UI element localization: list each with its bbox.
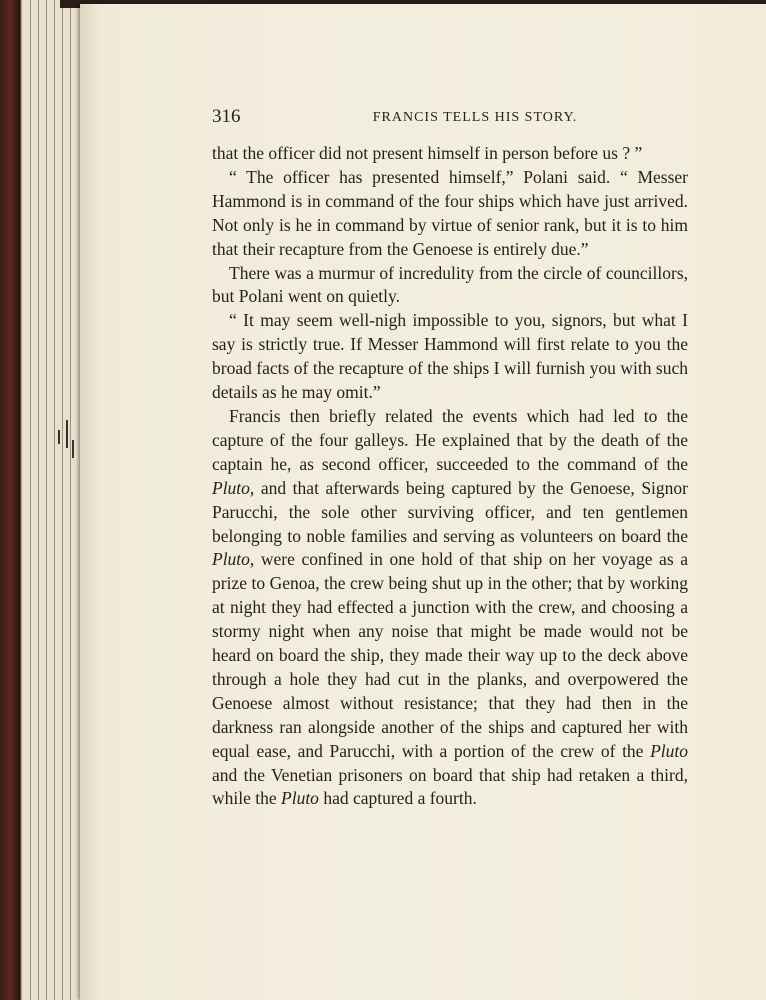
paragraph — [212, 309, 688, 405]
text-run: “ It may seem well-nigh impossible to you, signors, but what I say is strictly true. If Messer Hammond will first relate to you the broad facts of the recapture of the ships I will furnish you with such details as he may omit.” — [212, 310, 688, 403]
page-number: 316 — [212, 106, 241, 127]
text-run: had captured a fourth. — [318, 788, 477, 809]
page-edge — [39, 0, 47, 1000]
page-edge — [22, 0, 31, 1000]
text-run: There was a murmur of incredulity from the circle of councillors, but Polani went on quietly. — [212, 262, 688, 307]
running-head — [212, 106, 690, 132]
text-run: Francis then briefly related the events which had led to the capture of the four galleys. He explained that by the death of the captain he, as second officer, succeeded to the command of the — [212, 405, 688, 474]
page-edge-mark — [58, 430, 60, 444]
ship-name: Pluto — [212, 477, 250, 498]
ship-name: Pluto — [212, 549, 250, 570]
text-run: and the Venetian prisoners on board that ship had retaken a third, while the — [212, 764, 688, 809]
page-edge — [63, 0, 71, 1000]
paragraph — [212, 166, 688, 262]
text-run: that the officer did not present himself in person before us ? ” — [212, 143, 643, 163]
page-edge-mark — [66, 420, 68, 448]
text-run: , were confined in one hold of that ship on her voyage as a prize to Genoa, the crew being shut up in the other; that by working at night they had effected a junction with the crew, and choosing a stormy night when any noise that might be made would not be heard on board the ship, they made their way up to the deck above through a hole they had cut in the planks, and overpowered the Genoese almost without resistance; that they had then in the darkness ran alongside another of the ships and captured her with equal ease, and Parucchi, with a portion of the crew of the — [212, 549, 688, 761]
page-body-text — [212, 142, 688, 811]
ship-name: Pluto — [281, 788, 319, 809]
page-edge-mark — [72, 440, 74, 458]
text-run: , and that afterwards being captured by the Genoese, Signor Parucchi, the sole other surviving officer, and ten gentlemen belonging to noble families and serving as volunteers on board the — [212, 477, 688, 546]
page-edge — [47, 0, 55, 1000]
text-run: “ The officer has presented himself,” Polani said. “ Messer Hammond is in command of the four ships which have just arrived. Not only is he in command by virtue of senior rank, but it is to him that their recapture from the Genoese is entirely due.” — [212, 166, 688, 259]
paragraph — [212, 405, 688, 811]
page-edge — [55, 0, 63, 1000]
paragraph — [212, 142, 688, 166]
paragraph — [212, 262, 688, 310]
running-title: FRANCIS TELLS HIS STORY. — [372, 110, 578, 125]
page-edge — [31, 0, 39, 1000]
ship-name: Pluto — [650, 740, 688, 761]
